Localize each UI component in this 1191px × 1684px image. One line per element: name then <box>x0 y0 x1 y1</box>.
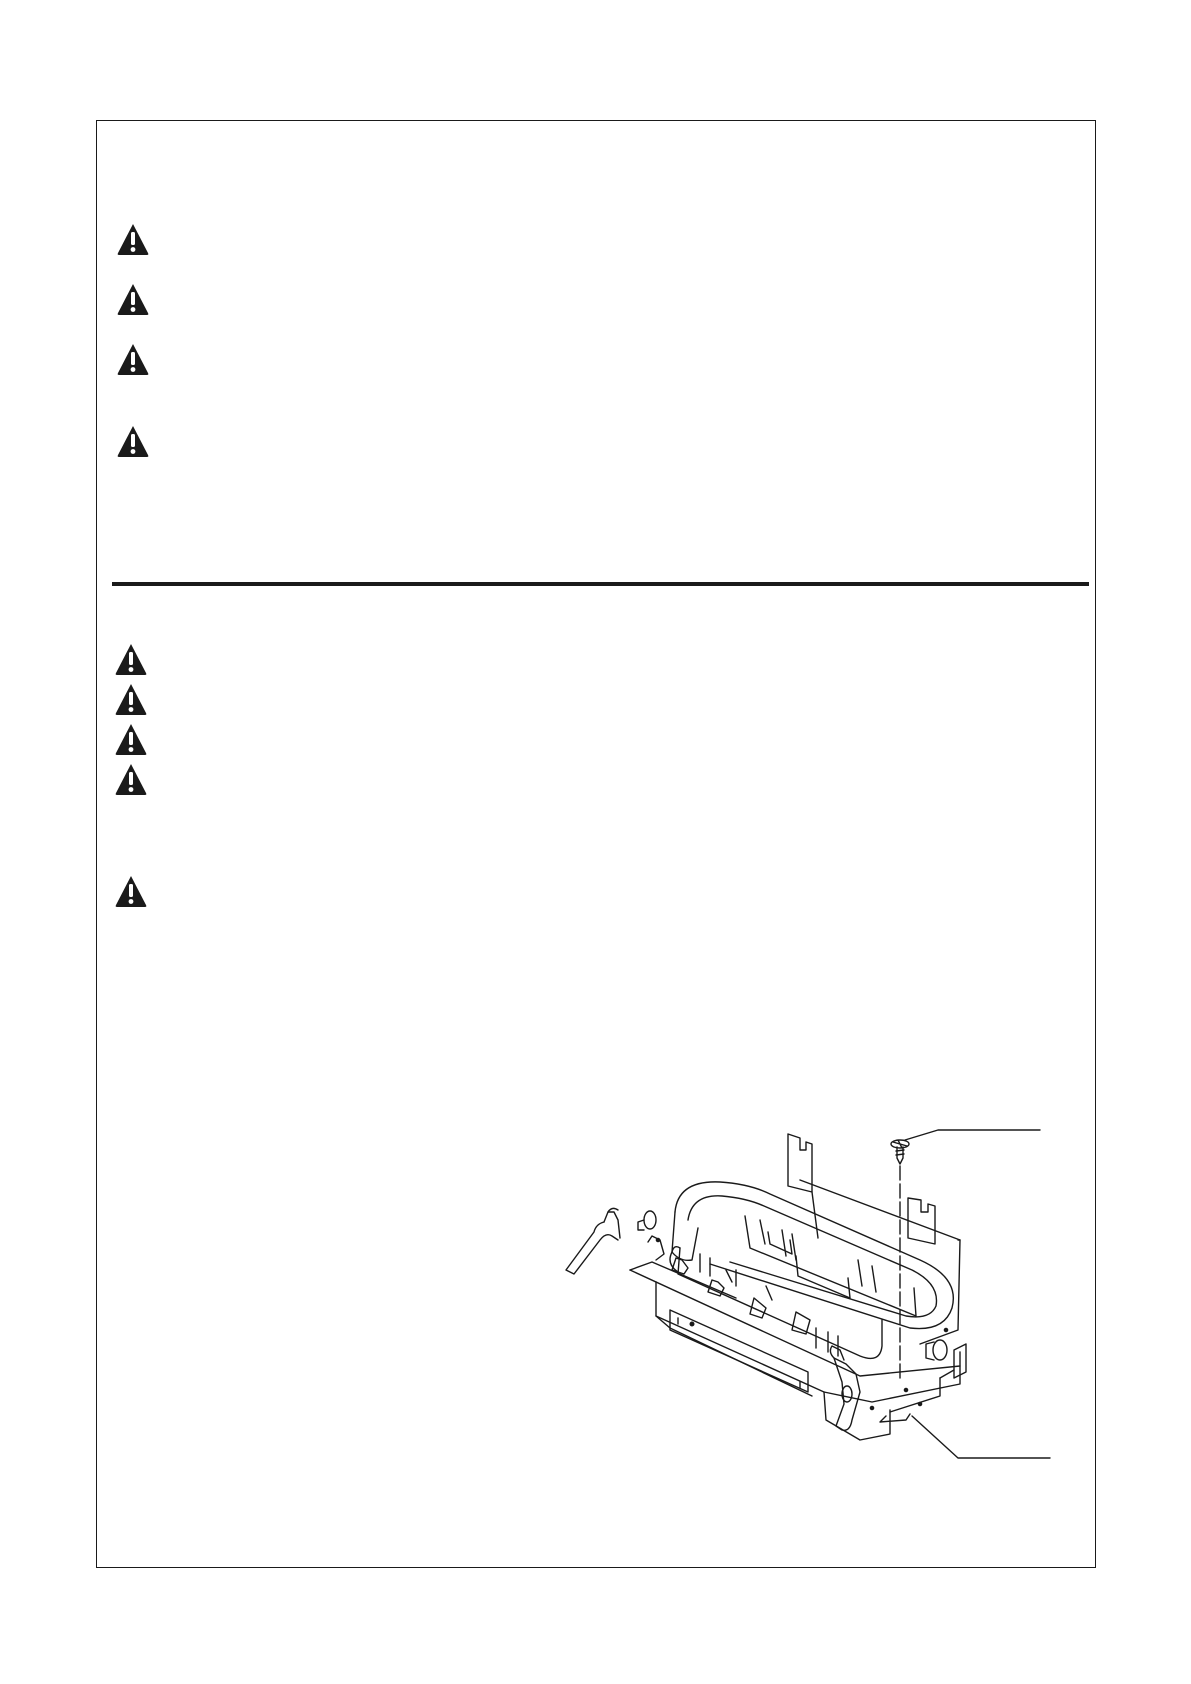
warning-triangle-icon <box>114 874 148 908</box>
screw-icon <box>891 1140 909 1378</box>
warning-triangle-icon <box>114 682 148 716</box>
burner-assembly-illustration <box>560 1120 1080 1500</box>
section-divider <box>112 582 1089 586</box>
warning-triangle-icon <box>116 342 150 376</box>
bracket-callout-line <box>912 1416 1050 1458</box>
warning-triangle-icon <box>114 722 148 756</box>
warning-triangle-icon <box>114 762 148 796</box>
warning-triangle-icon <box>116 222 150 256</box>
warning-triangle-icon <box>116 424 150 458</box>
screw-callout-line <box>905 1130 1040 1140</box>
warning-triangle-icon <box>116 282 150 316</box>
warning-triangle-icon <box>114 642 148 676</box>
